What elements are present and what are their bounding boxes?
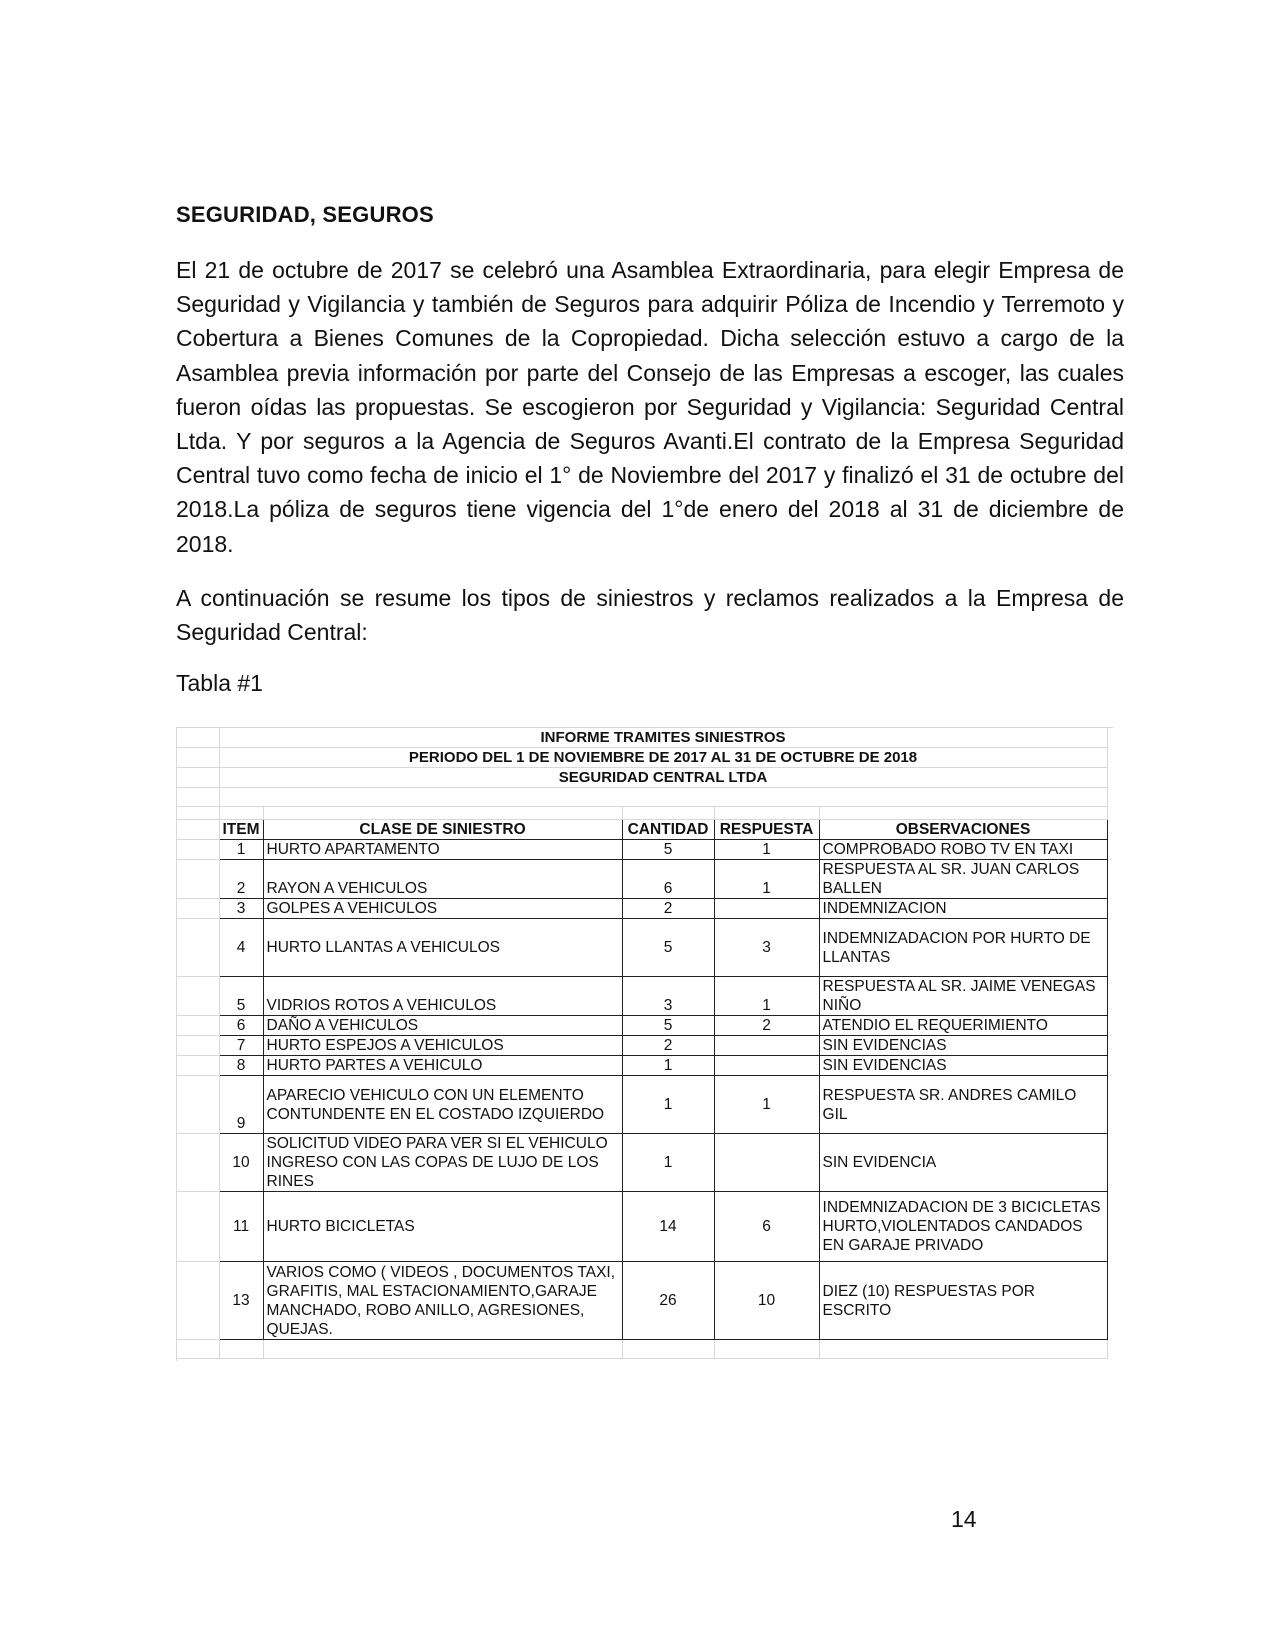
respuesta-cell: 10 [714, 1262, 819, 1340]
respuesta-cell: 1 [714, 977, 819, 1016]
item-cell: 4 [219, 919, 263, 977]
item-cell: 1 [219, 840, 263, 860]
table-row [177, 860, 1107, 899]
table-row [177, 1134, 1107, 1192]
header-item: ITEM [219, 820, 263, 840]
respuesta-cell: 2 [714, 1016, 819, 1036]
observaciones-cell: DIEZ (10) RESPUESTAS POR ESCRITO [819, 1262, 1107, 1340]
table-row [177, 1016, 1107, 1036]
table-row [177, 899, 1107, 919]
respuesta-cell: 1 [714, 840, 819, 860]
table-row [177, 1056, 1107, 1076]
clase-cell: HURTO PARTES A VEHICULO [263, 1056, 622, 1076]
respuesta-cell [714, 899, 819, 919]
cantidad-cell: 26 [622, 1262, 714, 1340]
clase-cell: SOLICITUD VIDEO PARA VER SI EL VEHICULO INGRESO CON LAS COPAS DE LUJO DE LOS RINES [263, 1134, 622, 1192]
item-cell: 7 [219, 1036, 263, 1056]
clase-cell: VARIOS COMO ( VIDEOS , DOCUMENTOS TAXI, GRAFITIS, MAL ESTACIONAMIENTO,GARAJE MANCHADO, ROBO ANILLO, AGRESIONES, QUEJAS. [263, 1262, 622, 1340]
item-cell: 11 [219, 1192, 263, 1262]
cantidad-cell: 3 [622, 977, 714, 1016]
table-row [177, 1076, 1107, 1134]
section-heading: SEGURIDAD, SEGUROS [176, 202, 434, 227]
item-cell: 6 [219, 1016, 263, 1036]
clase-cell: APARECIO VEHICULO CON UN ELEMENTO CONTUNDENTE EN EL COSTADO IZQUIERDO [263, 1076, 622, 1134]
item-cell: 8 [219, 1056, 263, 1076]
item-cell: 10 [219, 1134, 263, 1192]
observaciones-cell: RESPUESTA SR. ANDRES CAMILO GIL [819, 1076, 1107, 1134]
observaciones-cell: INDEMNIZADACION POR HURTO DE LLANTAS [819, 919, 1107, 977]
respuesta-cell: 6 [714, 1192, 819, 1262]
item-cell: 3 [219, 899, 263, 919]
observaciones-cell: SIN EVIDENCIAS [819, 1056, 1107, 1076]
clase-cell: HURTO APARTAMENTO [263, 840, 622, 860]
observaciones-cell: SIN EVIDENCIAS [819, 1036, 1107, 1056]
cantidad-cell: 5 [622, 919, 714, 977]
item-cell: 9 [219, 1076, 263, 1134]
summary-paragraph: A continuación se resume los tipos de siniestros y reclamos realizados a la Empresa de Seguridad Central: [176, 585, 1124, 646]
table-label: Tabla #1 [176, 670, 263, 696]
intro-paragraph: El 21 de octubre de 2017 se celebró una Asamblea Extraordinaria, para elegir Empresa de Seguridad y Vigilancia y también de Seguros para adquirir Póliza de Incendio y Terremoto y Cobertura a Bienes Comunes de la Copropiedad. Dicha selección estuvo a cargo de la Asamblea previa información por parte del Consejo de las Empresas a escoger, las cuales fueron oídas las propuestas. Se escogieron por Seguridad y Vigilancia: Seguridad Central Ltda. Y por seguros a la Agencia de Seguros Avanti.El contrato de la Empresa Seguridad Central tuvo como fecha de inicio el 1° de Noviembre del 2017 y finalizó el 31 de octubre del 2018.La póliza de seguros tiene vigencia del 1°de enero del 2018 al 31 de diciembre de 2018. [176, 257, 1124, 557]
respuesta-cell: 1 [714, 860, 819, 899]
cantidad-cell: 2 [622, 899, 714, 919]
claims-report-table [177, 728, 1108, 1359]
respuesta-cell: 1 [714, 1076, 819, 1134]
table-header-row [177, 820, 1107, 840]
table-row [177, 1192, 1107, 1262]
cantidad-cell: 14 [622, 1192, 714, 1262]
cantidad-cell: 1 [622, 1134, 714, 1192]
observaciones-cell: RESPUESTA AL SR. JAIME VENEGAS NIÑO [819, 977, 1107, 1016]
item-cell: 13 [219, 1262, 263, 1340]
respuesta-cell: 3 [714, 919, 819, 977]
respuesta-cell [714, 1056, 819, 1076]
respuesta-cell [714, 1134, 819, 1192]
header-observaciones: OBSERVACIONES [819, 820, 1107, 840]
clase-cell: HURTO BICICLETAS [263, 1192, 622, 1262]
header-cantidad: CANTIDAD [622, 820, 714, 840]
cantidad-cell: 5 [622, 840, 714, 860]
clase-cell: RAYON A VEHICULOS [263, 860, 622, 899]
header-respuesta: RESPUESTA [714, 820, 819, 840]
clase-cell: HURTO LLANTAS A VEHICULOS [263, 919, 622, 977]
observaciones-cell: INDEMNIZADACION DE 3 BICICLETAS HURTO,VIOLENTADOS CANDADOS EN GARAJE PRIVADO [819, 1192, 1107, 1262]
header-clase: CLASE DE SINIESTRO [263, 820, 622, 840]
report-title: INFORME TRAMITES SINIESTROS [219, 728, 1107, 748]
clase-cell: GOLPES A VEHICULOS [263, 899, 622, 919]
item-cell: 5 [219, 977, 263, 1016]
cantidad-cell: 1 [622, 1076, 714, 1134]
observaciones-cell: SIN EVIDENCIA [819, 1134, 1107, 1192]
table-row [177, 977, 1107, 1016]
cantidad-cell: 5 [622, 1016, 714, 1036]
observaciones-cell: ATENDIO EL REQUERIMIENTO [819, 1016, 1107, 1036]
observaciones-cell: COMPROBADO ROBO TV EN TAXI [819, 840, 1107, 860]
report-company: SEGURIDAD CENTRAL LTDA [219, 768, 1107, 788]
observaciones-cell: INDEMNIZACION [819, 899, 1107, 919]
clase-cell: VIDRIOS ROTOS A VEHICULOS [263, 977, 622, 1016]
table-row [177, 1036, 1107, 1056]
respuesta-cell [714, 1036, 819, 1056]
report-period: PERIODO DEL 1 DE NOVIEMBRE DE 2017 AL 31 DE OCTUBRE DE 2018 [219, 748, 1107, 768]
cantidad-cell: 1 [622, 1056, 714, 1076]
clase-cell: DAÑO A VEHICULOS [263, 1016, 622, 1036]
page-number: 14 [951, 1506, 977, 1532]
clase-cell: HURTO ESPEJOS A VEHICULOS [263, 1036, 622, 1056]
spreadsheet-table [176, 727, 1113, 1361]
table-row [177, 840, 1107, 860]
cantidad-cell: 2 [622, 1036, 714, 1056]
item-cell: 2 [219, 860, 263, 899]
cantidad-cell: 6 [622, 860, 714, 899]
table-row [177, 1262, 1107, 1340]
observaciones-cell: RESPUESTA AL SR. JUAN CARLOS BALLEN [819, 860, 1107, 899]
table-row [177, 919, 1107, 977]
